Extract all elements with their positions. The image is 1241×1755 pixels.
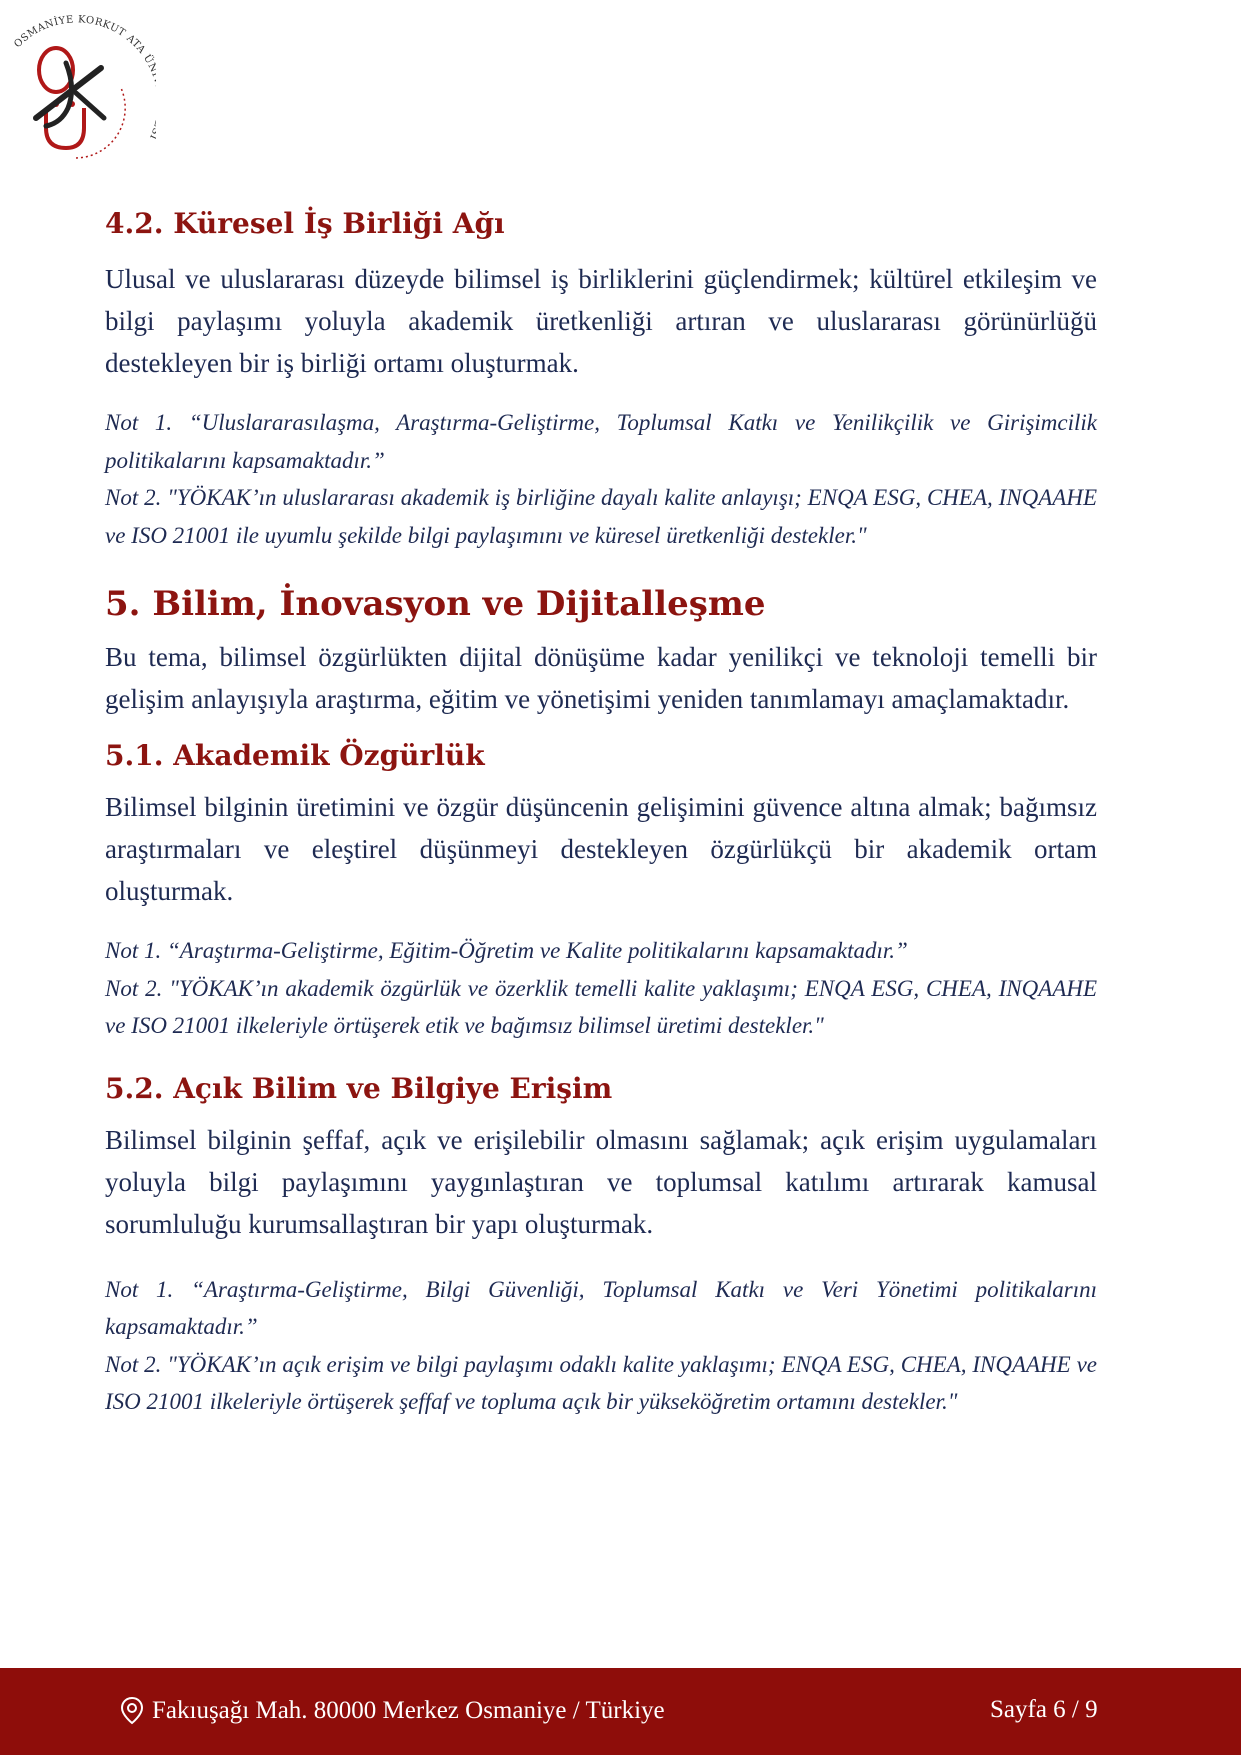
logo-seal-icon [6,8,156,173]
document-body [105,200,1097,1421]
page-number: Sayfa 6 / 9 [990,1696,1098,1723]
section-heading-4-2: 4.2. Küresel İş Birliği Ağı [105,207,505,240]
section-body-4-2: Ulusal ve uluslararası düzeyde bilimsel iş birliklerini güçlendirmek; kültürel etkileşim ve bilgi paylaşımı yoluyla akademik üretkenliği artıran ve uluslararası görünürlüğü destekleyen bir iş birliği ortamı oluşturmak. [105,264,1097,378]
svg-text:OSMANİYE KORKUT ATA ÜNİVERSİTE: OSMANİYE KORKUT ATA Ü [12,14,155,67]
note-1-5-2: Not 1. “Araştırma-Geliştirme, Bilgi Güvenliği, Toplumsal Katkı ve Veri Yönetimi politikalarını kapsamaktadır.” [105,1276,1097,1339]
footer-address-text: Fakıuşağı Mah. 80000 Merkez Osmaniye / Türkiye [152,1697,665,1724]
section-body-5: Bu tema, bilimsel özgürlükten dijital dönüşüme kadar yenilikçi ve teknoloji temelli bir gelişim anlayışıyla araştırma, eğitim ve yönetişimi yeniden tanımlamayı amaçlamaktadır. [105,642,1097,714]
note-1-4-2: Not 1. “Uluslararasılaşma, Araştırma-Geliştirme, Toplumsal Katkı ve Yenilikçilik ve Girişimcilik politikalarını kapsamaktadır.” [105,410,1097,473]
footer-address [120,1696,665,1726]
note-2-4-2: Not 2. "YÖKAK’ın uluslararası akademik iş birliğine dayalı kalite anlayışı; ENQA ESG, CHEA, INQAAHE ve ISO 21001 ile uyumlu şekilde bilgi paylaşımını ve küresel üretkenliği destekler." [105,485,1097,548]
section-body-5-1: Bilimsel bilginin üretimini ve özgür düşüncenin gelişimini güvence altına almak; bağımsız araştırmaları ve eleştirel düşünmeyi destekleyen özgürlükçü bir akademik ortam oluşturmak. [105,792,1097,906]
note-1-5-1: Not 1. “Araştırma-Geliştirme, Eğitim-Öğretim ve Kalite politikalarını kapsamaktadır.” [105,938,908,963]
location-pin-icon [120,1696,144,1726]
section-body-5-2: Bilimsel bilginin şeffaf, açık ve erişilebilir olmasını sağlamak; açık erişim uygulamaları yoluyla bilgi paylaşımını yaygınlaştıran ve toplumsal katılımı artırarak kamusal sorumluluğu kurumsallaştıran bir yapı oluşturmak. [105,1124,1097,1239]
section-heading-5-1: 5.1. Akademik Özgürlük [105,739,485,772]
note-2-5-1: Not 2. "YÖKAK’ın akademik özgürlük ve özerklik temelli kalite yaklaşımı; ENQA ESG, CHEA, INQAAHE ve ISO 21001 ilkeleriyle örtüşerek etik ve bağımsız bilimsel üretimi destekler." [105,975,1097,1038]
page-footer [0,1668,1241,1755]
university-logo [6,8,156,173]
section-heading-5: 5. Bilim, İnovasyon ve Dijitalleşme [105,584,766,624]
section-heading-5-2: 5.2. Açık Bilim ve Bilgiye Erişim [105,1071,613,1105]
note-2-5-2: Not 2. "YÖKAK’ın açık erişim ve bilgi paylaşımı odaklı kalite yaklaşımı; ENQA ESG, CHEA, INQAAHE ve ISO 21001 ilkeleriyle örtüşerek şeffaf ve topluma açık bir yükseköğretim ortamını destekler." [105,1351,1097,1414]
